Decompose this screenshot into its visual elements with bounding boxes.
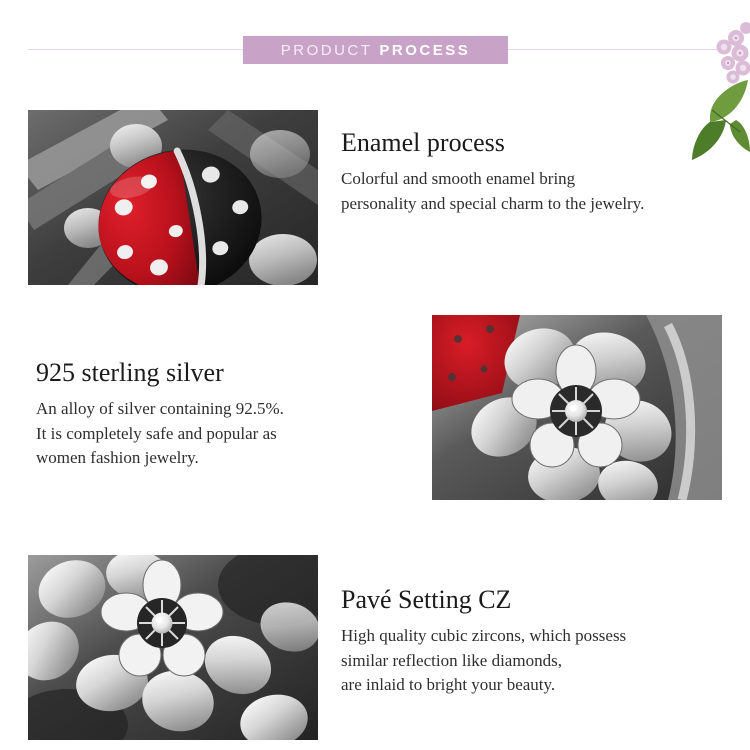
header-badge [243,36,508,64]
enamel-process-heading: Enamel process [341,128,505,157]
enamel-process-image [28,110,318,285]
sterling-silver-heading: 925 sterling silver [36,358,224,387]
pave-setting-cz-image [28,555,318,740]
sterling-silver-text [36,358,406,471]
enamel-process-text [341,128,741,216]
sterling-silver-body-line-1: An alloy of silver containing 92.5%. [36,398,284,418]
header-title-light: PRODUCT [280,41,373,59]
sterling-silver-body-line-2: It is completely safe and popular as [36,423,277,443]
pave-setting-cz-body-line-1: High quality cubic zircons, which possess [341,625,627,645]
sterling-silver-image [432,315,722,500]
pave-setting-cz-text [341,585,741,698]
pave-setting-cz-heading: Pavé Setting CZ [341,585,512,614]
header-title-bold: PROCESS [379,41,471,59]
enamel-process-body-line-2: personality and special charm to the jewelry. [341,193,645,213]
enamel-process-body-line-1: Colorful and smooth enamel bring [341,168,576,188]
pave-setting-cz-body-line-2: similar reflection like diamonds, [341,650,562,670]
pave-setting-cz-body-line-3: are inlaid to bright your beauty. [341,675,556,695]
sterling-silver-body-line-3: women fashion jewelry. [36,448,199,468]
page-header [0,36,750,64]
